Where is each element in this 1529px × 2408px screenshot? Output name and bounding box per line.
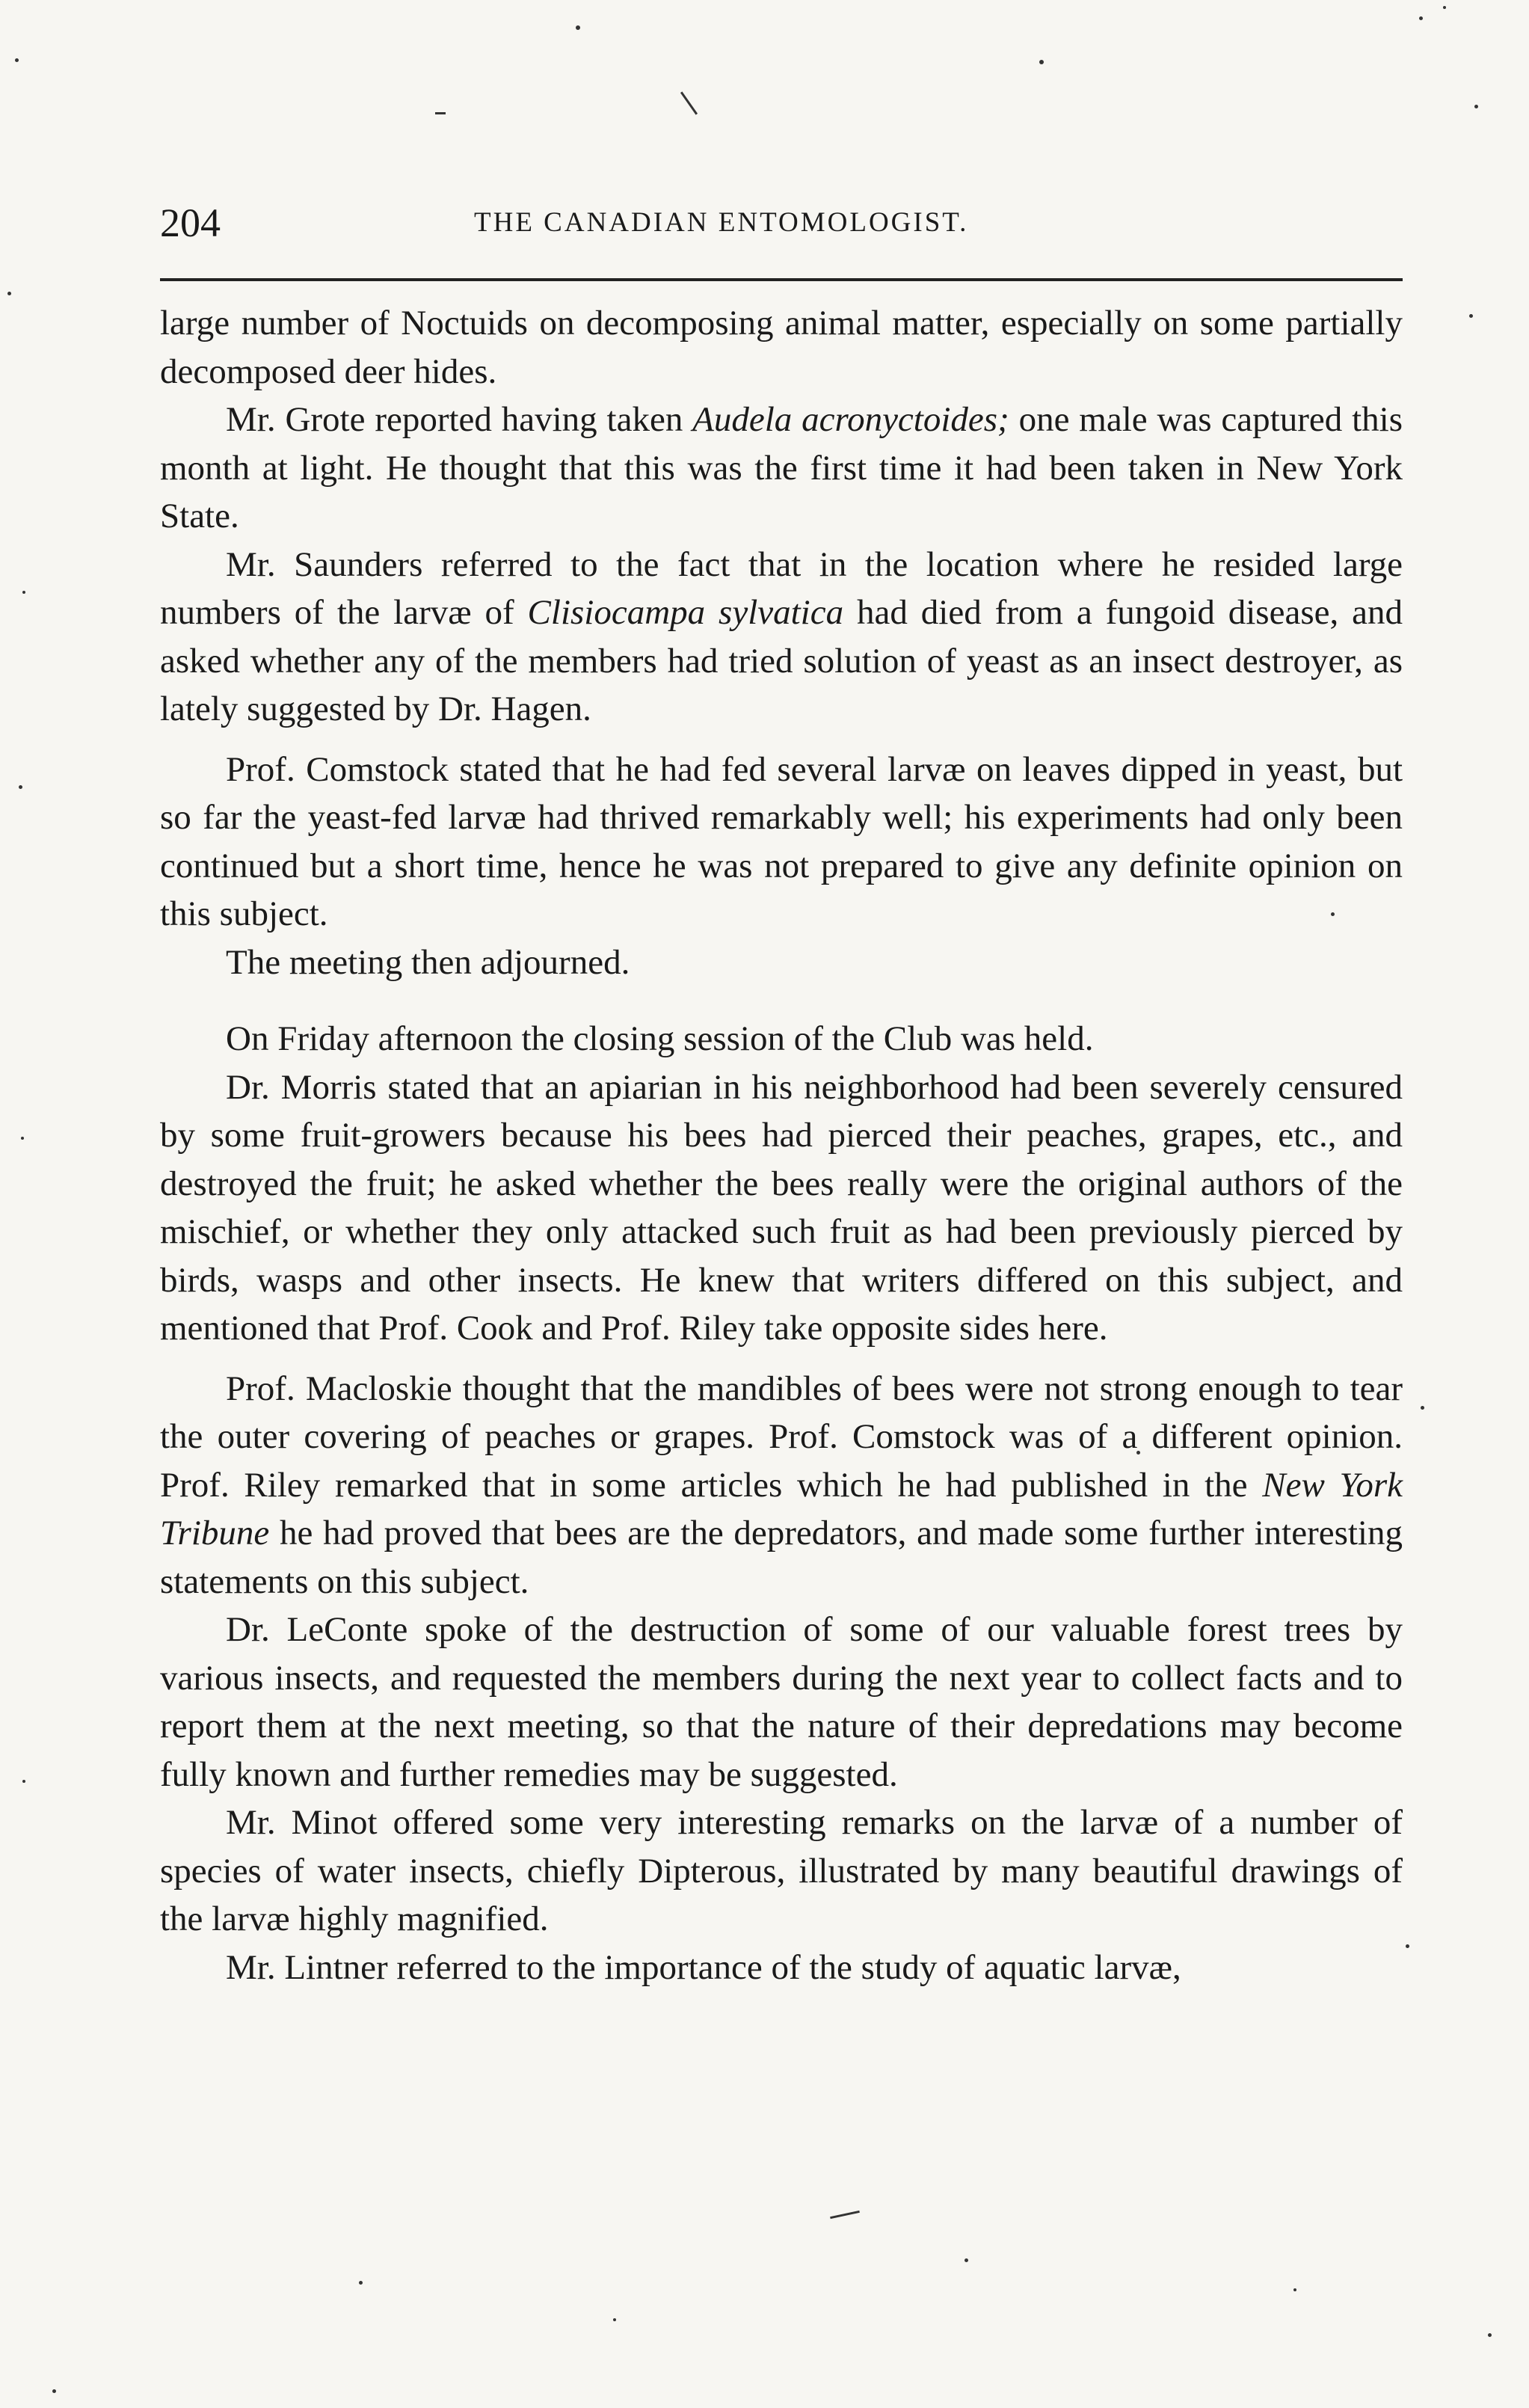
paragraph: Dr. LeConte spoke of the destruction of some of our valuable forest trees by various insects, and requested the members during the next year to collect facts and to report them at the next meeting, so that the nature of their depredations may become fully known and further remedies may be suggested.: [160, 1610, 1403, 1794]
paragraph-text: one male was captured this month at light. He thought that this was the first time it had been taken in New York State.: [160, 400, 1403, 535]
paragraph: The meeting then adjourned.: [226, 942, 630, 982]
page-header: [160, 193, 1401, 253]
paragraph-text: he had proved that bees are the depredators, and made some further interesting statements on this subject.: [160, 1514, 1403, 1601]
species-name: Audela acronyctoides;: [692, 400, 1009, 439]
paragraph: Mr. Minot offered some very interesting remarks on the larvæ of a number of species of water insects, chiefly Dipterous, illustrated by many beautiful drawings of the larvæ highly magnified.: [160, 1803, 1403, 1938]
publication-name: New York Tribune: [160, 1465, 1403, 1552]
paragraph-text: had died from a fungoid disease, and asked whether any of the members had tried solution of yeast as an insect destroyer, as lately suggested by Dr. Hagen.: [160, 593, 1403, 728]
body-text: [160, 299, 1403, 1991]
paragraph: Dr. Morris stated that an apiarian in his neighborhood had been severely censured by some fruit-growers because his bees had pierced their peaches, grapes, etc., and destroyed the fruit; he asked whether the bees really were the original authors of the mischief, or whether they only attacked such fruit as had been previously pierced by birds, wasps and other insects. He knew that writers differed on this subject, and mentioned that Prof. Cook and Prof. Riley take opposite sides here.: [160, 1067, 1403, 1348]
paragraph-text: Prof. Macloskie thought that the mandibles of bees were not strong enough to tear the outer covering of peaches or grapes. Prof. Comstock was of a different opinion. Prof. Riley remarked that in some articles which he had published in the: [160, 1369, 1403, 1505]
paragraph-text: Mr. Saunders referred to the fact that in the location where he resided large numbers of the larvæ of: [160, 544, 1403, 632]
paragraph: Prof. Comstock stated that he had fed several larvæ on leaves dipped in yeast, but so far the yeast-fed larvæ had thrived remarkably well; his experiments had only been continued but a short time, hence he was not prepared to give any definite opinion on this subject.: [160, 749, 1403, 933]
paragraph-text: Mr. Grote reported having taken: [226, 400, 693, 439]
paragraph: [160, 541, 1403, 734]
paragraph: On Friday afternoon the closing session of the Club was held.: [226, 1019, 1094, 1058]
paragraph: [160, 1365, 1403, 1606]
species-name: Clisiocampa sylvatica: [527, 593, 844, 632]
page-number: 204: [160, 200, 221, 245]
header-rule: [160, 278, 1403, 281]
paragraph: large number of Noctuids on decomposing animal matter, especially on some partially decomposed deer hides.: [160, 304, 1403, 391]
paragraph: Mr. Lintner referred to the importance of the study of aquatic larvæ,: [226, 1947, 1181, 1987]
running-title: THE CANADIAN ENTOMOLOGIST.: [474, 207, 969, 238]
paragraph: [160, 396, 1403, 541]
